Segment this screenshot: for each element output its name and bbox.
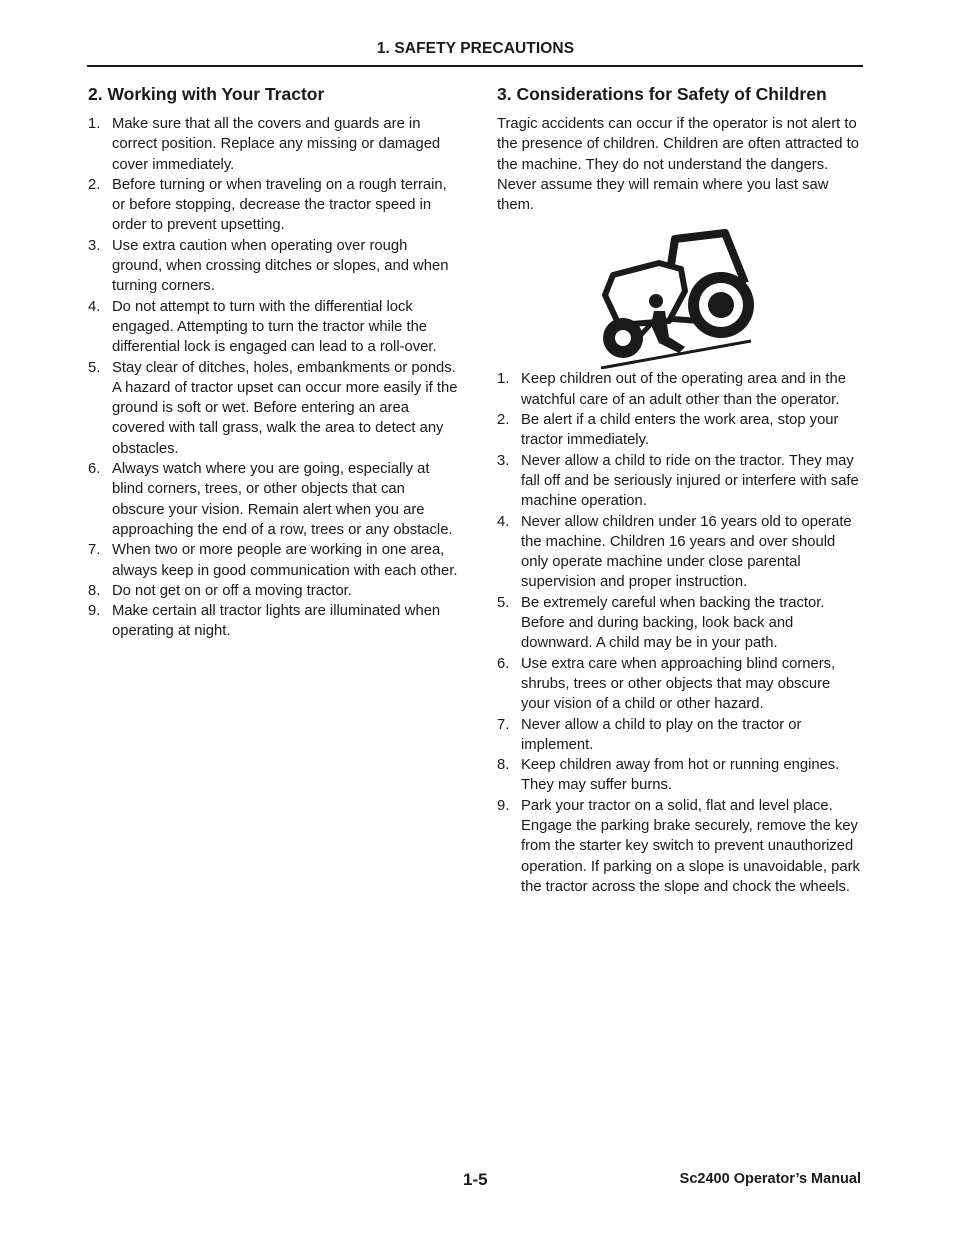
page-number: 1-5: [463, 1170, 488, 1189]
list-item: 9. Park your tractor on a solid, flat and level place. Engage the parking brake securely, remove the key from the starter key switch to prevent unauthorized operation. If parking on a slope is unavoidable, park the tractor across the slope and chock the wheels.: [497, 797, 860, 895]
list-item: 8. Do not get on or off a moving tractor.: [88, 582, 352, 599]
list-item: 5. Stay clear of ditches, holes, embankments or ponds. A hazard of tractor upset can occur more easily if the ground is soft or wet. Before entering an area covered with tall grass, walk the area to detect any obstacles.: [88, 359, 458, 457]
list-item: 6. Always watch where you are going, especially at blind corners, trees, or other objects that can obscure your vision. Remain alert when you are approaching the end of a row, trees or any obstacle.: [88, 461, 453, 538]
figure: [497, 215, 863, 369]
manual-title: Sc2400 Operator’s Manual: [679, 1171, 861, 1187]
page-header-title: 1. SAFETY PRECAUTIONS: [376, 40, 575, 57]
list-item: 3. Use extra caution when operating over rough ground, when crossing ditches or slopes, and when turning corners.: [88, 237, 449, 295]
list-item: 1. Keep children out of the operating area and in the watchful care of an adult other than the operator.: [497, 371, 846, 408]
tractor-safety-list: [88, 114, 458, 642]
right-column: [497, 83, 863, 897]
list-item: 4. Do not attempt to turn with the differential lock engaged. Attempting to turn the tractor while the differential lock is engaged can lead to a roll-over.: [88, 298, 437, 356]
list-item: 8. Keep children away from hot or running engines. They may suffer burns.: [497, 757, 840, 794]
section-heading-safety-of-children: 3. Considerations for Safety of Children: [497, 84, 827, 104]
left-column: [88, 83, 458, 642]
list-item: 2. Be alert if a child enters the work area, stop your tractor immediately.: [497, 412, 839, 449]
list-item: 4. Never allow children under 16 years old to operate the machine. Children 16 years and over should only operate machine under close parental supervision and proper instruction.: [497, 513, 852, 591]
list-item: 7. Never allow a child to play on the tractor or implement.: [497, 716, 802, 753]
tractor-child-hazard-icon: [599, 225, 755, 369]
list-item: 5. Be extremely careful when backing the tractor. Before and during backing, look back and downward. A child may be in your path.: [497, 594, 825, 652]
children-safety-intro: Tragic accidents can occur if the operator is not alert to the presence of children. Children are often attracted to the machine. They do not understand the dangers. Never assume they will remain where you last saw them.: [497, 116, 859, 214]
list-item: 1. Make sure that all the covers and guards are in correct position. Replace any missing or damaged cover immediately.: [88, 116, 441, 173]
header-divider: [87, 65, 863, 67]
list-item: 7. When two or more people are working in one area, always keep in good communication with each other.: [88, 542, 458, 579]
list-item: 2. Before turning or when traveling on a rough terrain, or before stopping, decrease the tractor speed in order to prevent upsetting.: [88, 176, 447, 234]
list-item: 3. Never allow a child to ride on the tractor. They may fall off and be seriously injured or interfere with safe machine operation.: [497, 452, 859, 510]
list-item: 9. Make certain all tractor lights are illuminated when operating at night.: [88, 603, 441, 640]
children-safety-list: [497, 369, 863, 897]
list-item: 6. Use extra care when approaching blind corners, shrubs, trees or other objects that may obscure your vision of a child or other hazard.: [497, 655, 836, 713]
section-heading-working-with-tractor: 2. Working with Your Tractor: [88, 84, 325, 104]
